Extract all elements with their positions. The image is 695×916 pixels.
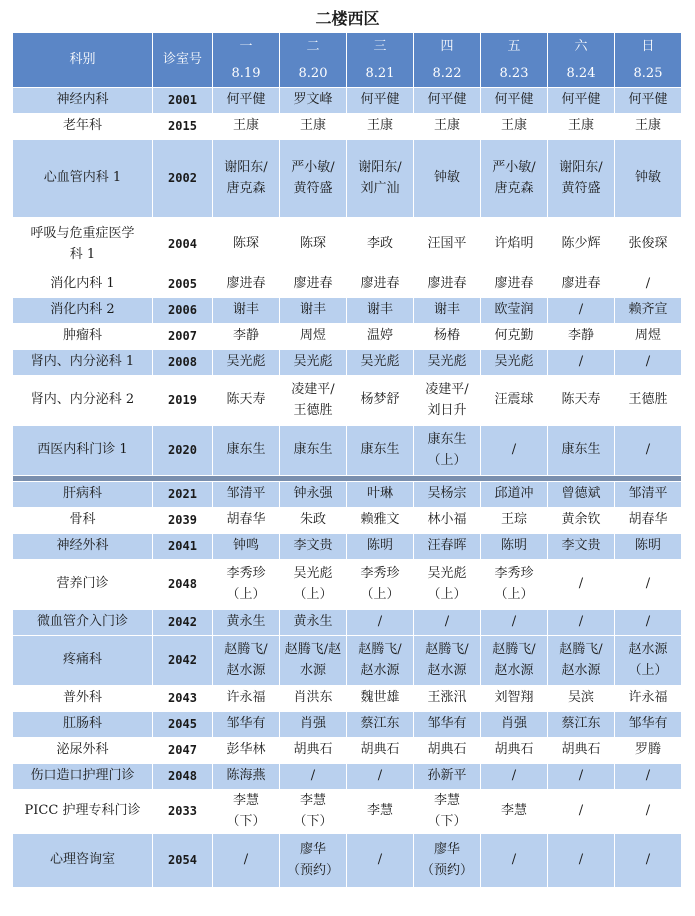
doctor-cell: 邹华有 <box>213 712 280 738</box>
header-room: 诊室号 <box>153 33 213 88</box>
doctor-cell: 谢阳东/ 黄符盛 <box>548 140 615 218</box>
dept-cell: 神经外科 <box>13 534 153 560</box>
doctor-cell: 赵水源 （上） <box>615 636 682 686</box>
doctor-cell: 凌建平/ 王德胜 <box>280 376 347 426</box>
doctor-cell: 何平健 <box>615 88 682 114</box>
doctor-cell: 谢丰 <box>280 298 347 324</box>
dept-cell: 肾内、内分泌科 1 <box>13 350 153 376</box>
room-cell: 2047 <box>153 738 213 764</box>
doctor-cell: 黄余钦 <box>548 508 615 534</box>
table-row <box>13 790 682 834</box>
day-name: 三 <box>373 39 387 54</box>
room-cell: 2045 <box>153 712 213 738</box>
schedule-table <box>12 32 682 888</box>
doctor-cell: 陈天寿 <box>213 376 280 426</box>
doctor-cell: 胡典石 <box>280 738 347 764</box>
doctor-cell: 吴光彪 （上） <box>280 560 347 610</box>
doctor-cell: / <box>347 610 414 636</box>
doctor-cell: / <box>481 834 548 888</box>
doctor-cell: 王琮 <box>481 508 548 534</box>
doctor-cell: 李慧 <box>481 790 548 834</box>
day-name: 五 <box>507 39 521 54</box>
dept-cell: 肝病科 <box>13 482 153 508</box>
day-date: 8.20 <box>298 66 328 81</box>
doctor-cell: 李慧 <box>347 790 414 834</box>
doctor-cell: 肖强 <box>280 712 347 738</box>
table-row <box>13 376 682 426</box>
doctor-cell: / <box>213 834 280 888</box>
doctor-cell: 邱道冲 <box>481 482 548 508</box>
doctor-cell: 严小敏/ 唐克森 <box>481 140 548 218</box>
doctor-cell: 陈明 <box>615 534 682 560</box>
doctor-cell: 廖进春 <box>213 272 280 298</box>
doctor-cell: 赖雅文 <box>347 508 414 534</box>
doctor-cell: 廖进春 <box>481 272 548 298</box>
room-cell: 2048 <box>153 764 213 790</box>
day-name: 二 <box>306 39 320 54</box>
doctor-cell: 陈海燕 <box>213 764 280 790</box>
doctor-cell: 何平健 <box>481 88 548 114</box>
doctor-cell: 汪春晖 <box>414 534 481 560</box>
doctor-cell: 凌建平/ 刘日升 <box>414 376 481 426</box>
doctor-cell: 钟敏 <box>414 140 481 218</box>
doctor-cell: 谢丰 <box>414 298 481 324</box>
doctor-cell: 肖洪东 <box>280 686 347 712</box>
doctor-cell: 刘智翔 <box>481 686 548 712</box>
doctor-cell: 欧莹润 <box>481 298 548 324</box>
doctor-cell: / <box>347 764 414 790</box>
table-row <box>13 140 682 218</box>
doctor-cell: 赵腾飞/ 赵水源 <box>548 636 615 686</box>
doctor-cell: 吴光彪 <box>213 350 280 376</box>
doctor-cell: 胡春华 <box>213 508 280 534</box>
doctor-cell: 吴光彪 <box>280 350 347 376</box>
room-cell: 2039 <box>153 508 213 534</box>
doctor-cell: 许永福 <box>213 686 280 712</box>
dept-cell: 肛肠科 <box>13 712 153 738</box>
doctor-cell: 吴光彪 <box>481 350 548 376</box>
doctor-cell: / <box>548 764 615 790</box>
dept-cell: 西医内科门诊 1 <box>13 426 153 476</box>
header-day <box>548 33 615 88</box>
dept-cell: 营养门诊 <box>13 560 153 610</box>
room-cell: 2043 <box>153 686 213 712</box>
doctor-cell: / <box>615 610 682 636</box>
room-cell: 2042 <box>153 610 213 636</box>
room-cell: 2020 <box>153 426 213 476</box>
table-row <box>13 764 682 790</box>
doctor-cell: 胡春华 <box>615 508 682 534</box>
table-row <box>13 686 682 712</box>
doctor-cell: / <box>615 764 682 790</box>
doctor-cell: 廖华 （预约） <box>414 834 481 888</box>
schedule-body <box>13 88 682 888</box>
doctor-cell: 肖强 <box>481 712 548 738</box>
table-row <box>13 636 682 686</box>
dept-cell: 肿瘤科 <box>13 324 153 350</box>
doctor-cell: 王康 <box>280 114 347 140</box>
doctor-cell: 王康 <box>213 114 280 140</box>
doctor-cell: 谢丰 <box>213 298 280 324</box>
doctor-cell: 蔡江东 <box>548 712 615 738</box>
doctor-cell: / <box>615 560 682 610</box>
header-day <box>481 33 548 88</box>
doctor-cell: 钟敏 <box>615 140 682 218</box>
doctor-cell: / <box>548 610 615 636</box>
room-cell: 2041 <box>153 534 213 560</box>
room-cell: 2019 <box>153 376 213 426</box>
doctor-cell: 赵腾飞/ 赵水源 <box>213 636 280 686</box>
doctor-cell: 廖进春 <box>414 272 481 298</box>
doctor-cell: / <box>280 764 347 790</box>
doctor-cell: 康东生 <box>548 426 615 476</box>
table-row <box>13 272 682 298</box>
doctor-cell: 杨梦舒 <box>347 376 414 426</box>
doctor-cell: 彭华林 <box>213 738 280 764</box>
doctor-cell: 李文贵 <box>548 534 615 560</box>
doctor-cell: 吴光彪 <box>414 350 481 376</box>
doctor-cell: 汪国平 <box>414 218 481 272</box>
doctor-cell: / <box>481 764 548 790</box>
header-row <box>13 33 682 88</box>
day-date: 8.25 <box>633 66 663 81</box>
doctor-cell: 廖华 （预约） <box>280 834 347 888</box>
doctor-cell: 蔡江东 <box>347 712 414 738</box>
doctor-cell: 黄永生 <box>280 610 347 636</box>
room-cell: 2004 <box>153 218 213 272</box>
table-row <box>13 560 682 610</box>
doctor-cell: 王康 <box>615 114 682 140</box>
header-day <box>615 33 682 88</box>
table-row <box>13 426 682 476</box>
doctor-cell: 李秀珍 （上） <box>481 560 548 610</box>
table-row <box>13 298 682 324</box>
dept-cell: 心理咨询室 <box>13 834 153 888</box>
doctor-cell: 李文贵 <box>280 534 347 560</box>
dept-cell: 心血管内科 1 <box>13 140 153 218</box>
doctor-cell: 陈天寿 <box>548 376 615 426</box>
doctor-cell: / <box>615 350 682 376</box>
day-name: 日 <box>641 39 655 54</box>
room-cell: 2054 <box>153 834 213 888</box>
page-title: 二楼西区 <box>315 9 380 28</box>
dept-cell: 骨科 <box>13 508 153 534</box>
doctor-cell: 许焰明 <box>481 218 548 272</box>
doctor-cell: 李政 <box>347 218 414 272</box>
table-row <box>13 114 682 140</box>
dept-cell: 神经内科 <box>13 88 153 114</box>
doctor-cell: 康东生 <box>280 426 347 476</box>
doctor-cell: 曾德斌 <box>548 482 615 508</box>
doctor-cell: 何平健 <box>414 88 481 114</box>
doctor-cell: 赵腾飞/ 赵水源 <box>347 636 414 686</box>
doctor-cell: / <box>481 610 548 636</box>
doctor-cell: 胡典石 <box>481 738 548 764</box>
doctor-cell: 李静 <box>213 324 280 350</box>
day-name: 四 <box>440 39 454 54</box>
table-row <box>13 534 682 560</box>
doctor-cell: 王康 <box>548 114 615 140</box>
doctor-cell: 周煜 <box>280 324 347 350</box>
doctor-cell: 胡典石 <box>414 738 481 764</box>
doctor-cell: 何克勤 <box>481 324 548 350</box>
doctor-cell: 廖进春 <box>280 272 347 298</box>
doctor-cell: 王康 <box>414 114 481 140</box>
day-name: 六 <box>574 39 588 54</box>
doctor-cell: 谢阳东/ 刘广汕 <box>347 140 414 218</box>
table-row <box>13 610 682 636</box>
table-row <box>13 834 682 888</box>
doctor-cell: 吴滨 <box>548 686 615 712</box>
room-cell: 2015 <box>153 114 213 140</box>
doctor-cell: 廖进春 <box>548 272 615 298</box>
doctor-cell: / <box>548 834 615 888</box>
doctor-cell: 谢丰 <box>347 298 414 324</box>
doctor-cell: 李慧 （下） <box>414 790 481 834</box>
doctor-cell: 李秀珍 （上） <box>347 560 414 610</box>
table-row <box>13 482 682 508</box>
header-day <box>347 33 414 88</box>
doctor-cell: 李秀珍 （上） <box>213 560 280 610</box>
doctor-cell: 温婷 <box>347 324 414 350</box>
header-day <box>213 33 280 88</box>
doctor-cell: 陈明 <box>481 534 548 560</box>
doctor-cell: 康东生 <box>213 426 280 476</box>
doctor-cell: 魏世雄 <box>347 686 414 712</box>
doctor-cell: 康东生 （上） <box>414 426 481 476</box>
doctor-cell: 汪震球 <box>481 376 548 426</box>
room-cell: 2001 <box>153 88 213 114</box>
doctor-cell: 陈明 <box>347 534 414 560</box>
doctor-cell: 邹华有 <box>414 712 481 738</box>
doctor-cell: / <box>548 350 615 376</box>
doctor-cell: 陈琛 <box>213 218 280 272</box>
doctor-cell: 廖进春 <box>347 272 414 298</box>
doctor-cell: 何平健 <box>213 88 280 114</box>
day-date: 8.23 <box>499 66 529 81</box>
doctor-cell: 孙新平 <box>414 764 481 790</box>
doctor-cell: 胡典石 <box>347 738 414 764</box>
room-cell: 2005 <box>153 272 213 298</box>
dept-cell: 伤口造口护理门诊 <box>13 764 153 790</box>
doctor-cell: 王康 <box>481 114 548 140</box>
room-cell: 2048 <box>153 560 213 610</box>
doctor-cell: 赵腾飞/ 赵水源 <box>414 636 481 686</box>
table-row <box>13 324 682 350</box>
doctor-cell: 何平健 <box>347 88 414 114</box>
doctor-cell: 林小福 <box>414 508 481 534</box>
doctor-cell: 朱政 <box>280 508 347 534</box>
doctor-cell: / <box>414 610 481 636</box>
doctor-cell: / <box>548 790 615 834</box>
doctor-cell: 钟鸣 <box>213 534 280 560</box>
day-date: 8.19 <box>231 66 261 81</box>
doctor-cell: 赵腾飞/赵 水源 <box>280 636 347 686</box>
doctor-cell: / <box>615 426 682 476</box>
doctor-cell: 黄永生 <box>213 610 280 636</box>
doctor-cell: 周煜 <box>615 324 682 350</box>
table-row <box>13 508 682 534</box>
doctor-cell: / <box>615 834 682 888</box>
doctor-cell: 罗腾 <box>615 738 682 764</box>
doctor-cell: / <box>615 790 682 834</box>
doctor-cell: / <box>347 834 414 888</box>
doctor-cell: 邹清平 <box>615 482 682 508</box>
doctor-cell: 杨椿 <box>414 324 481 350</box>
doctor-cell: 陈琛 <box>280 218 347 272</box>
doctor-cell: 陈少辉 <box>548 218 615 272</box>
room-cell: 2008 <box>153 350 213 376</box>
doctor-cell: 胡典石 <box>548 738 615 764</box>
doctor-cell: 李静 <box>548 324 615 350</box>
day-date: 8.21 <box>365 66 395 81</box>
doctor-cell: 许永福 <box>615 686 682 712</box>
doctor-cell: / <box>615 272 682 298</box>
room-cell: 2033 <box>153 790 213 834</box>
header-day <box>280 33 347 88</box>
room-cell: 2006 <box>153 298 213 324</box>
dept-cell: 呼吸与危重症医学 科 1 <box>13 218 153 272</box>
doctor-cell: / <box>548 298 615 324</box>
dept-cell: 肾内、内分泌科 2 <box>13 376 153 426</box>
doctor-cell: 吴杨宗 <box>414 482 481 508</box>
doctor-cell: / <box>548 560 615 610</box>
dept-cell: 消化内科 1 <box>13 272 153 298</box>
room-cell: 2002 <box>153 140 213 218</box>
doctor-cell: 李慧 （下） <box>213 790 280 834</box>
dept-cell: 泌尿外科 <box>13 738 153 764</box>
doctor-cell: 王德胜 <box>615 376 682 426</box>
room-cell: 2042 <box>153 636 213 686</box>
room-cell: 2007 <box>153 324 213 350</box>
table-row <box>13 350 682 376</box>
header-day <box>414 33 481 88</box>
doctor-cell: 罗文峰 <box>280 88 347 114</box>
dept-cell: 老年科 <box>13 114 153 140</box>
doctor-cell: 王康 <box>347 114 414 140</box>
doctor-cell: 谢阳东/ 唐克森 <box>213 140 280 218</box>
room-cell: 2021 <box>153 482 213 508</box>
doctor-cell: 吴光彪 （上） <box>414 560 481 610</box>
doctor-cell: 钟永强 <box>280 482 347 508</box>
table-row <box>13 712 682 738</box>
doctor-cell: 吴光彪 <box>347 350 414 376</box>
table-row <box>13 218 682 272</box>
doctor-cell: 王涨汛 <box>414 686 481 712</box>
dept-cell: 消化内科 2 <box>13 298 153 324</box>
doctor-cell: 何平健 <box>548 88 615 114</box>
table-row <box>13 738 682 764</box>
dept-cell: 微血管介入门诊 <box>13 610 153 636</box>
doctor-cell: 邹清平 <box>213 482 280 508</box>
day-date: 8.22 <box>432 66 462 81</box>
doctor-cell: 严小敏/ 黄符盛 <box>280 140 347 218</box>
dept-cell: PICC 护理专科门诊 <box>13 790 153 834</box>
day-date: 8.24 <box>566 66 596 81</box>
table-row <box>13 88 682 114</box>
header-dept: 科别 <box>13 33 153 88</box>
dept-cell: 疼痛科 <box>13 636 153 686</box>
doctor-cell: 康东生 <box>347 426 414 476</box>
doctor-cell: 叶琳 <box>347 482 414 508</box>
doctor-cell: 赵腾飞/ 赵水源 <box>481 636 548 686</box>
doctor-cell: 张俊琛 <box>615 218 682 272</box>
doctor-cell: 李慧 （下） <box>280 790 347 834</box>
doctor-cell: / <box>481 426 548 476</box>
dept-cell: 普外科 <box>13 686 153 712</box>
doctor-cell: 赖齐宣 <box>615 298 682 324</box>
day-name: 一 <box>239 39 253 54</box>
doctor-cell: 邹华有 <box>615 712 682 738</box>
